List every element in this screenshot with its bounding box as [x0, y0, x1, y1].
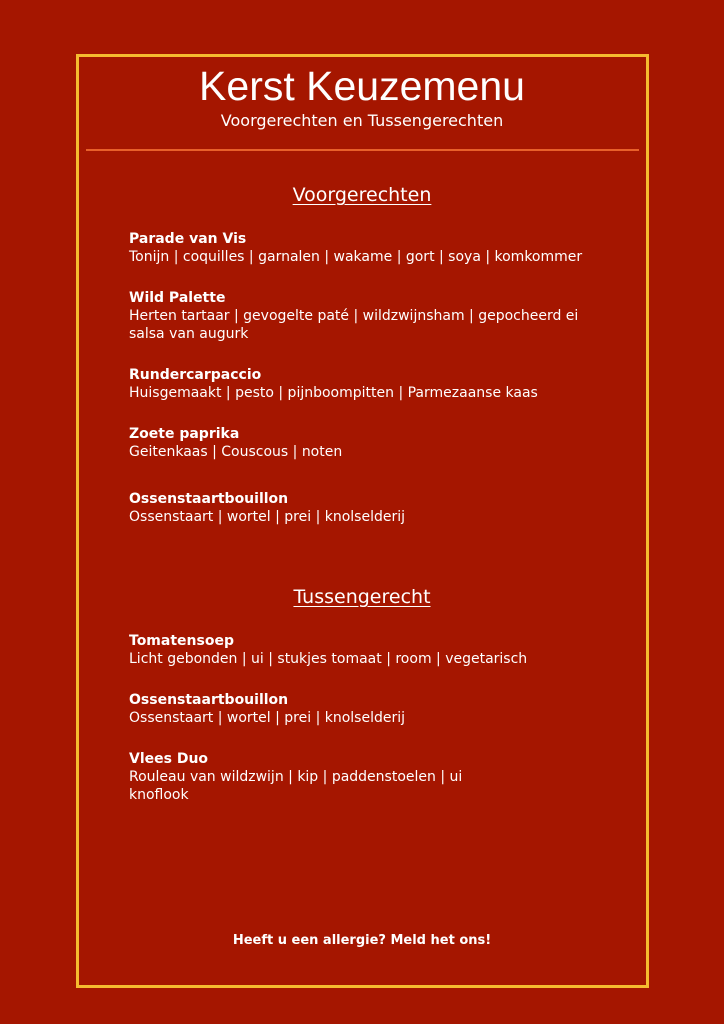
item-name: Vlees Duo	[129, 751, 209, 767]
item-name: Zoete paprika	[129, 426, 240, 442]
allergy-notice: Heeft u een allergie? Meld het ons!	[232, 933, 492, 948]
item-description: Huisgemaakt | pesto | pijnboompitten | Parmezaanse kaas	[129, 385, 538, 401]
menu-title: Kerst Keuzemenu	[199, 63, 525, 109]
divider	[86, 149, 639, 151]
item-name: Wild Palette	[129, 290, 226, 306]
menu-item	[129, 289, 609, 343]
item-description: Tonijn | coquilles | garnalen | wakame | gort | soya | komkommer	[129, 249, 583, 265]
menu-subtitle: Voorgerechten en Tussengerechten	[220, 111, 504, 130]
section-heading-voorgerechten: Voorgerechten	[292, 184, 432, 206]
item-name: Parade van Vis	[129, 231, 247, 247]
menu-item	[129, 750, 499, 804]
item-description: Licht gebonden | ui | stukjes tomaat | room | vegetarisch	[129, 651, 528, 667]
item-description: Herten tartaar | gevogelte paté | wildzwijnsham | gepocheerd ei salsa van augurk	[129, 308, 579, 342]
menu-item	[129, 366, 619, 402]
menu-item	[129, 691, 619, 727]
item-description: Geitenkaas | Couscous | noten	[129, 444, 343, 460]
item-description: Rouleau van wildzwijn | kip | paddenstoelen | ui knoflook	[129, 769, 463, 803]
menu-item	[129, 425, 619, 461]
item-description: Ossenstaart | wortel | prei | knolselderij	[129, 509, 406, 525]
item-name: Ossenstaartbouillon	[129, 692, 289, 708]
menu-item	[129, 230, 619, 266]
item-name: Tomatensoep	[129, 633, 234, 649]
item-name: Rundercarpaccio	[129, 367, 262, 383]
item-name: Ossenstaartbouillon	[129, 491, 289, 507]
menu-item	[129, 632, 619, 668]
section-heading-tussengerecht: Tussengerecht	[293, 586, 431, 608]
item-description: Ossenstaart | wortel | prei | knolselderij	[129, 710, 406, 726]
menu-item	[129, 490, 619, 526]
